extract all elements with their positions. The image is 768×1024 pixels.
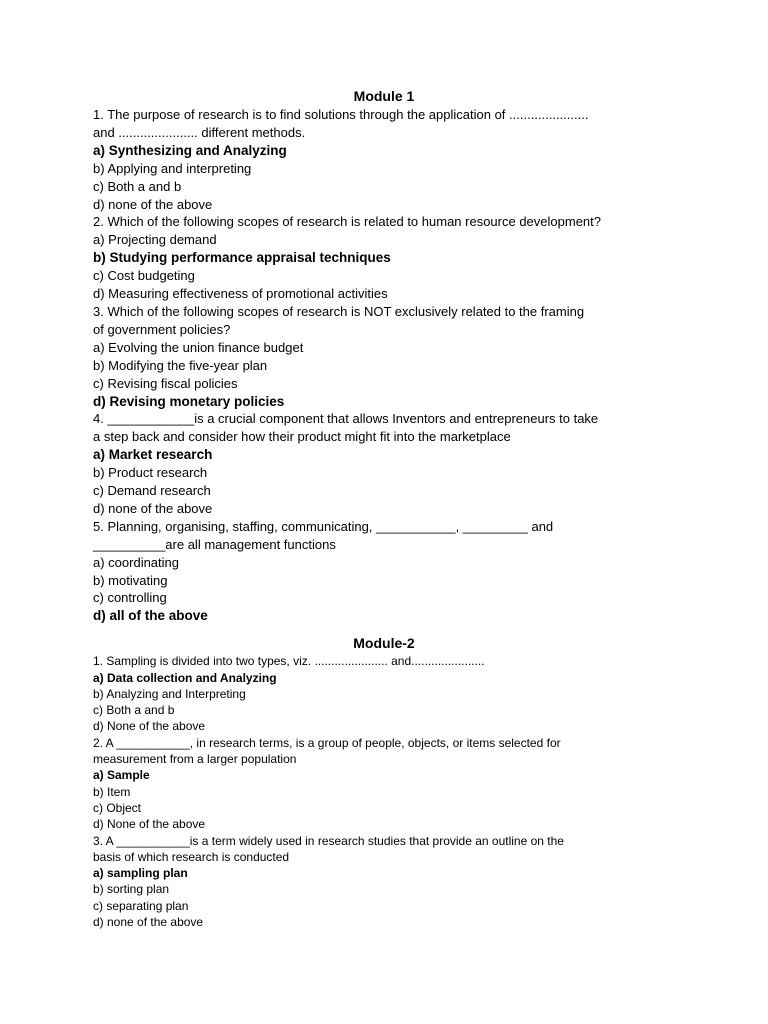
text-line: b) motivating: [93, 572, 168, 588]
text-line: measurement from a larger population: [93, 752, 297, 767]
text-line: b) Modifying the five-year plan: [93, 357, 268, 373]
text-line: d) None of the above: [93, 817, 206, 832]
text-line: c) Object: [93, 800, 142, 815]
answer-line: a) Synthesizing and Analyzing: [93, 142, 287, 158]
text-line: c) Revising fiscal policies: [93, 375, 238, 391]
document-body: [93, 86, 683, 930]
text-line: d) Measuring effectiveness of promotional activities: [93, 286, 388, 302]
text-line: of government policies?: [93, 321, 231, 337]
text-line: a) Projecting demand: [93, 232, 217, 248]
answer-line: b) Studying performance appraisal techniques: [93, 250, 391, 266]
text-line: a) coordinating: [93, 554, 179, 570]
text-line: 5. Planning, organising, staffing, communicating, ___________, _________ and: [93, 518, 554, 534]
answer-line: a) sampling plan: [93, 866, 188, 881]
answer-line: a) Market research: [93, 447, 213, 463]
text-line: d) none of the above: [93, 915, 204, 930]
text-line: c) Demand research: [93, 483, 211, 499]
answer-line: a) Sample: [93, 768, 150, 783]
text-line: 3. A ___________is a term widely used in research studies that provide an outline on the: [93, 833, 564, 848]
text-line: c) Cost budgeting: [93, 268, 195, 284]
answer-line: d) all of the above: [93, 608, 208, 624]
text-line: __________are all management functions: [93, 536, 336, 552]
text-line: 2. Which of the following scopes of research is related to human resource development?: [93, 214, 601, 230]
text-line: b) sorting plan: [93, 882, 170, 897]
text-line: d) None of the above: [93, 719, 206, 734]
text-line: basis of which research is conducted: [93, 849, 290, 864]
text-line: 4. ____________is a crucial component that allows Inventors and entrepreneurs to take: [93, 411, 599, 427]
text-line: c) controlling: [93, 590, 167, 606]
text-line: b) Applying and interpreting: [93, 160, 252, 176]
module-2-section: [93, 633, 683, 930]
text-line: 2. A ___________, in research terms, is a group of people, objects, or items selected for: [93, 735, 561, 750]
module-2-questions: [93, 653, 683, 930]
text-line: 3. Which of the following scopes of research is NOT exclusively related to the framing: [93, 303, 585, 319]
answer-line: d) Revising monetary policies: [93, 393, 285, 409]
text-line: a step back and consider how their product might fit into the marketplace: [93, 429, 511, 445]
text-line: and ...................... different methods.: [93, 124, 306, 140]
text-line: d) none of the above: [93, 196, 213, 212]
text-line: a) Evolving the union finance budget: [93, 339, 304, 355]
text-line: 1. Sampling is divided into two types, viz. ...................... and......................: [93, 654, 485, 669]
text-line: c) Both a and b: [93, 178, 182, 194]
module-1-title: Module 1: [353, 88, 415, 104]
text-line: d) none of the above: [93, 500, 213, 516]
text-line: c) Both a and b: [93, 703, 175, 718]
text-line: b) Analyzing and Interpreting: [93, 686, 246, 701]
text-line: b) Product research: [93, 465, 208, 481]
module-1-questions: [93, 106, 683, 625]
text-line: b) Item: [93, 784, 131, 799]
text-line: c) separating plan: [93, 898, 189, 913]
text-line: 1. The purpose of research is to find solutions through the application of ......................: [93, 107, 589, 122]
module-1-section: [93, 86, 683, 625]
module-2-title: Module-2: [353, 635, 415, 652]
answer-line: a) Data collection and Analyzing: [93, 670, 277, 685]
